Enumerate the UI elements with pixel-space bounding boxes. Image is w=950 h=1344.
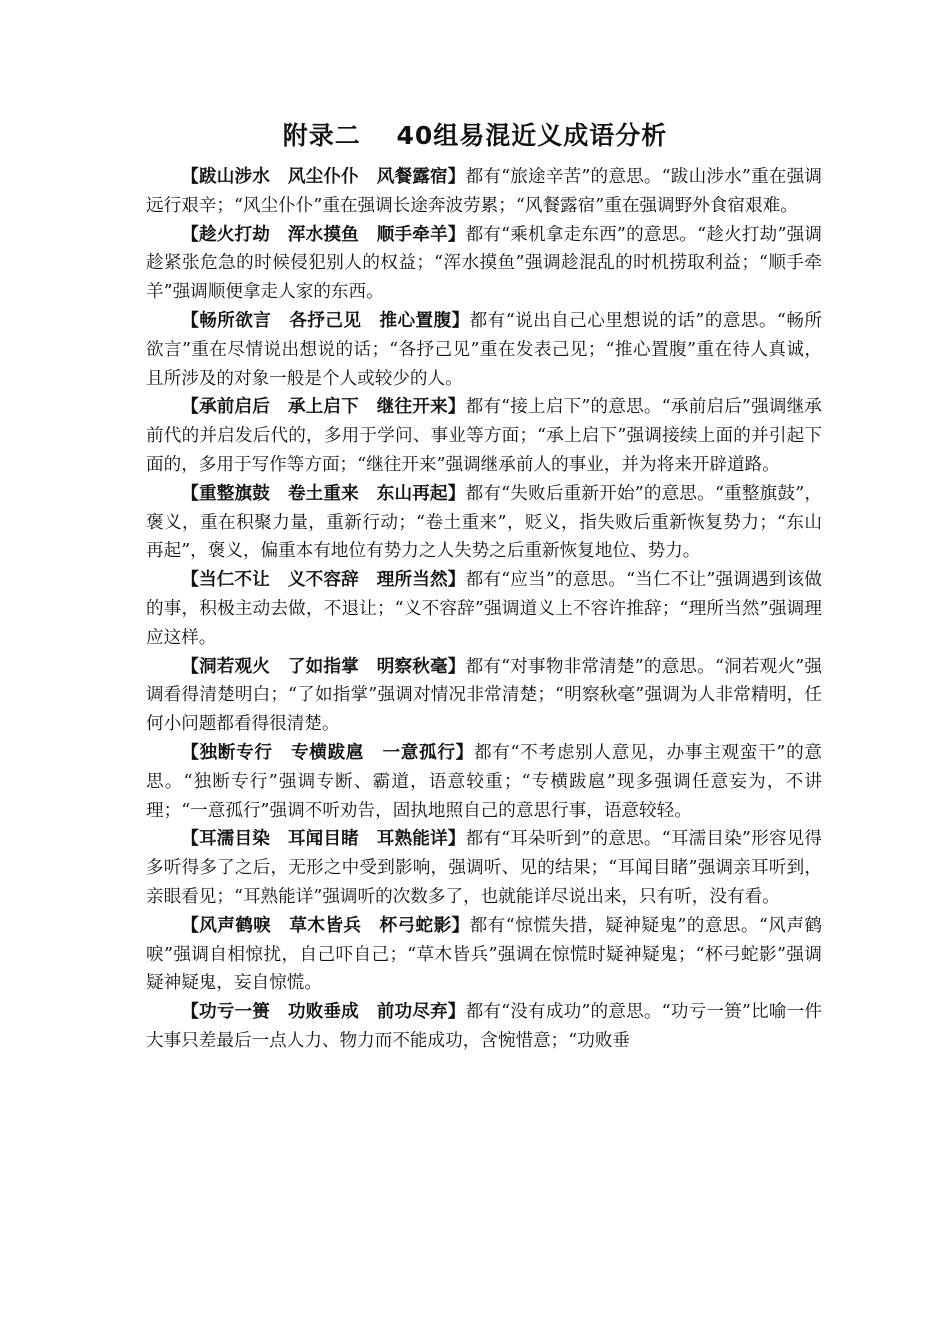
paragraph [146,221,822,307]
paragraph-text: 都有“对事物非常清楚”的意思。“洞若观火”强调看得清楚明白；“了如指掌”强调对情况非常清楚；“明察秋毫”强调为人非常精明，任何小问题都看得很清楚。 [146,656,822,735]
idiom-group-heading: 【风声鹤唳 草木皆兵 杯弓蛇影】 [181,915,470,936]
paragraph-text: 都有“应当”的意思。“当仁不让”强调遇到该做的事，积极主动去做，不退让；“义不容辞”强调道义上不容许推辞；“理所当然”强调理应这样。 [146,570,822,648]
idiom-group-heading: 【跋山涉水 风尘仆仆 风餐露宿】 [181,167,466,187]
paragraph [146,825,822,911]
paragraph-text: 都有“惊慌失措，疑神疑鬼”的意思。“风声鹤唳”强调自相惊扰，自己吓自己；“草木皆兵”强调在惊慌时疑神疑鬼；“杯弓蛇影”强调疑神疑鬼，妄自惊慌。 [146,915,822,994]
idiom-group-heading: 【耳濡目染 耳闻目睹 耳熟能详】 [181,829,466,850]
paragraph [146,393,822,479]
paragraph-text: 都有“说出自己心里想说的话”的意思。“畅所欲言”重在尽情说出想说的话；“各抒己见”重在发表己见；“推心置腹”重在待人真诚，且所涉及的对象一般是个人或较少的人。 [146,310,822,389]
page-title: 附录二 40组易混近义成语分析 [282,121,668,150]
idiom-group-heading: 【独断专行 专横跋扈 一意孤行】 [181,742,474,763]
paragraph-text: 都有“接上启下”的意思。“承前启后”强调继承前代的并启发后代的，多用于学问、事业等方面；“承上启下”强调接续上面的并引起下面的，多用于写作等方面；“继往开来”强调继承前人的事业，并为将来开辟道路。 [146,397,822,475]
document-body [146,163,822,1056]
paragraph [146,653,822,739]
paragraph [146,739,822,825]
paragraph [146,480,822,566]
paragraph-text: 都有“不考虑别人意见，办事主观蛮干”的意思。“独断专行”强调专断、霸道，语意较重；“专横跋扈”现多强调任意妄为，不讲理；“一意孤行”强调不听劝告，固执地照自己的意思行事，语意较轻。 [146,742,822,821]
paragraph [146,307,822,393]
idiom-group-heading: 【承前启后 承上启下 继往开来】 [181,397,466,418]
idiom-group-heading: 【畅所欲言 各抒己见 推心置腹】 [181,310,470,331]
paragraph [146,566,822,652]
paragraph-text: 都有“乘机拿走东西”的意思。“趁火打劫”强调趁紧张危急的时候侵犯别人的权益；“浑水摸鱼”强调趁混乱的时机捞取利益；“顺手牵羊”强调顺便拿走人家的东西。 [146,224,822,303]
idiom-group-heading: 【功亏一篑 功败垂成 前功尽弃】 [181,1002,466,1023]
idiom-group-heading: 【当仁不让 义不容辞 理所当然】 [181,570,466,591]
paragraph-text: 都有“失败后重新开始”的意思。“重整旗鼓”，褒义，重在积聚力量，重新行动；“卷土重来”，贬义，指失败后重新恢复势力；“东山再起”，褒义，偏重本有地位有势力之人失势之后重新恢复地位、势力。 [146,483,822,562]
paragraph [146,912,822,998]
paragraph [146,998,822,1056]
paragraph [146,163,822,221]
paragraph-text: 都有“没有成功”的意思。“功亏一篑”比喻一件大事只差最后一点人力、物力而不能成功，含惋惜意；“功败垂 [146,1002,822,1051]
paragraph-text: 都有“耳朵听到”的意思。“耳濡目染”形容见得多听得多了之后，无形之中受到影响，强调听、见的结果；“耳闻目睹”强调亲耳听到，亲眼看见；“耳熟能详”强调听的次数多了，也就能详尽说出来，只有听，没有看。 [146,829,822,907]
idiom-group-heading: 【洞若观火 了如指掌 明察秋毫】 [181,656,466,677]
paragraph-text: 都有“旅途辛苦”的意思。“跋山涉水”重在强调远行艰辛；“风尘仆仆”重在强调长途奔波劳累；“风餐露宿”重在强调野外食宿艰难。 [146,167,822,216]
idiom-group-heading: 【趁火打劫 浑水摸鱼 顺手牵羊】 [181,224,466,245]
idiom-group-heading: 【重整旗鼓 卷土重来 东山再起】 [181,483,466,504]
